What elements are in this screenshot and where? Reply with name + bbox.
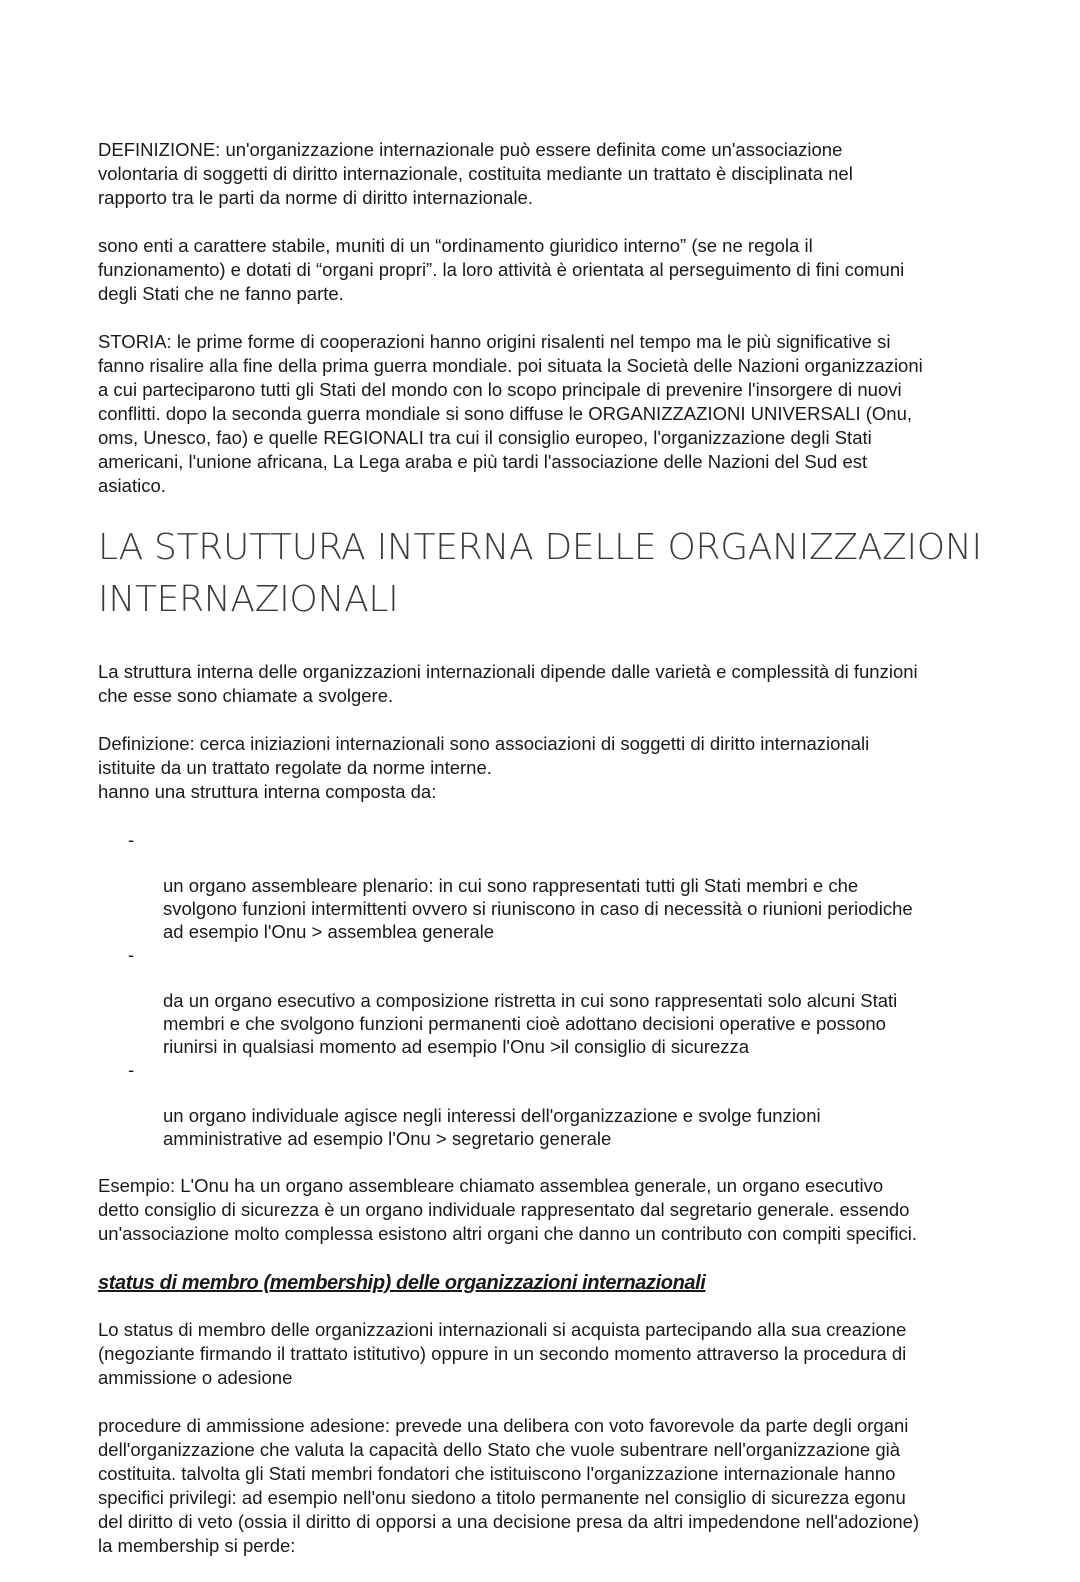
structure-composition-line: hanno una struttura interna composta da: — [98, 781, 437, 802]
list-item-text: da un organo esecutivo a composizione ristretta in cui sono rappresentati solo alcuni Stati membri e che svolgono funzioni permanenti cioè adottano decisioni operative e possono riunirsi in qualsiasi momento ad esempio l'Onu >il consiglio di sicurezza — [163, 990, 898, 1057]
list-item — [98, 943, 998, 1058]
definition-paragraph: DEFINIZIONE: un'organizzazione internazionale può essere definita come un'associazione volontaria di soggetti di diritto internazionale, costituita mediante un trattato è disciplinata nel rapporto tra le parti da norme di diritto internazionale. — [98, 139, 853, 208]
structure-intro-paragraph: La struttura interna delle organizzazioni internazionali dipende dalle varietà e complessità di funzioni che esse sono chiamate a svolgere. — [98, 661, 918, 706]
list-item — [98, 828, 998, 943]
list-item-text: un organo individuale agisce negli interessi dell'organizzazione e svolge funzioni amministrative ad esempio l'Onu > segretario generale — [163, 1105, 821, 1149]
document-page — [98, 138, 998, 1582]
dash-bullet: - — [128, 1059, 135, 1080]
dash-bullet: - — [128, 944, 135, 965]
structure-definition-paragraph: Definizione: cerca iniziazioni internazionali sono associazioni di soggetti di diritto internazionali istituite da un trattato regolate da norme interne. — [98, 733, 870, 778]
history-paragraph: STORIA: le prime forme di cooperazioni hanno origini risalenti nel tempo ma le più significative si fanno risalire alla fine della prima guerra mondiale. poi situata la Società delle Nazioni organizzazioni a cui parteciparono tutti gli Stati del mondo con lo scopo principale di prevenire l'insorgere di nuovi conflitti. dopo la seconda guerra mondiale si sono diffuse le ORGANIZZAZIONI UNIVERSALI (Onu, oms, Unesco, fao) e quelle REGIONALI tra cui il consiglio europeo, l'organizzazione degli Stati americani, l'unione africana, La Lega araba e più tardi l'associazione delle Nazioni del Sud est asiatico. — [98, 331, 923, 496]
characteristics-paragraph: sono enti a carattere stabile, muniti di un “ordinamento giuridico interno” (se ne regola il funzionamento) e dotati di “organi propri”. la loro attività è orientata al perseguimento di fini comuni degli Stati che ne fanno parte. — [98, 235, 905, 304]
section-heading: LA STRUTTURA INTERNA DELLE ORGANIZZAZIONI INTERNAZIONALI — [98, 527, 982, 620]
list-item-text: un organo assembleare plenario: in cui sono rappresentati tutti gli Stati membri e che svolgono funzioni intermittenti ovvero si riuniscono in caso di necessità o riunioni periodiche ad esempio l'Onu > assemblea generale — [163, 875, 913, 942]
organs-list — [98, 828, 998, 1150]
list-item — [98, 1058, 998, 1150]
admission-paragraph: procedure di ammissione adesione: prevede una delibera con voto favorevole da parte degli organi dell'organizzazione che valuta la capacità dello Stato che vuole subentrare nell'organizzazione già costituita. talvolta gli Stati membri fondatori che istituiscono l'organizzazione internazionale hanno specifici privilegi: ad esempio nell'onu siedono a titolo permanente nel consiglio di sicurezza egonu del diritto di veto (ossia il diritto di opporsi a una decisione presa da altri impedendone nell'adozione) la membership si perde: — [98, 1415, 920, 1556]
example-paragraph: Esempio: L'Onu ha un organo assembleare chiamato assemblea generale, un organo esecutivo detto consiglio di sicurezza è un organo individuale rappresentato dal segretario generale. essendo un'associazione molto complessa esistono altri organi che danno un contributo con compiti specifici. — [98, 1175, 918, 1244]
membership-paragraph: Lo status di membro delle organizzazioni internazionali si acquista partecipando alla sua creazione (negoziante firmando il trattato istitutivo) oppure in un secondo momento attraverso la procedura di ammissione o adesione — [98, 1319, 907, 1388]
dash-bullet: - — [128, 829, 135, 850]
membership-subheading: status di membro (membership) delle organizzazioni internazionali — [98, 1272, 706, 1294]
